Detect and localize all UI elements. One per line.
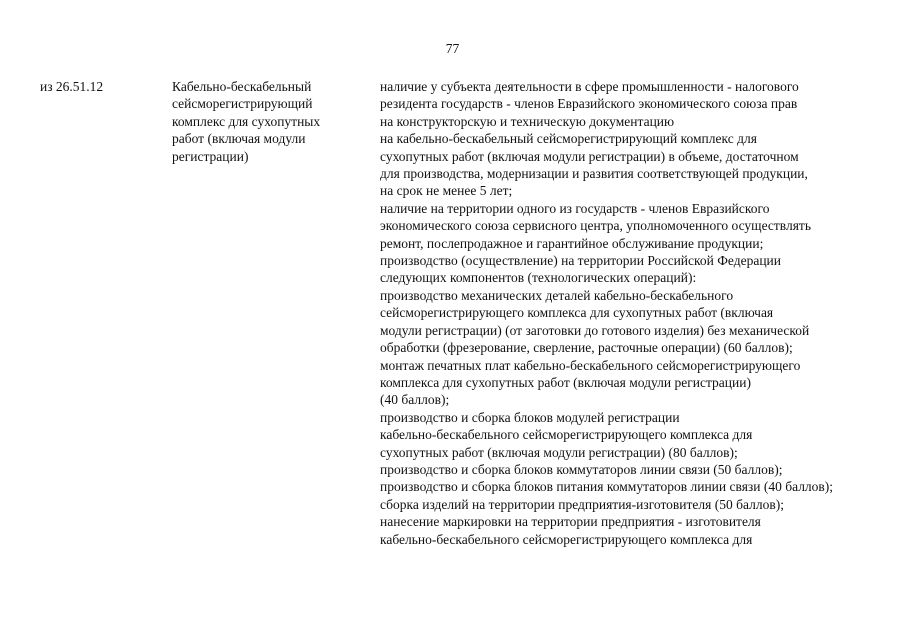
product-name-line: сейсморегистрирующий bbox=[172, 96, 313, 112]
requirement-line: кабельно-бескабельного сейсморегистрирующего комплекса для bbox=[380, 531, 753, 547]
requirements-text bbox=[380, 78, 880, 548]
requirement-line: модули регистрации) (от заготовки до готового изделия) без механической bbox=[380, 322, 810, 338]
requirement-line: сейсморегистрирующего комплекса для сухопутных работ (включая bbox=[380, 305, 774, 321]
requirement-line: производство и сборка блоков модулей регистрации bbox=[380, 409, 680, 425]
product-name-line: регистрации) bbox=[172, 148, 249, 164]
product-name-line: Кабельно-бескабельный bbox=[172, 79, 312, 94]
requirement-line: на срок не менее 5 лет; bbox=[380, 183, 513, 199]
requirement-line: кабельно-бескабельного сейсморегистрирующего комплекса для bbox=[380, 427, 753, 443]
requirement-line: производство и сборка блоков питания коммутаторов линии связи (40 баллов); bbox=[380, 479, 834, 495]
requirement-line: сухопутных работ (включая модули регистрации) в объеме, достаточном bbox=[380, 148, 799, 164]
requirement-line: (40 баллов); bbox=[380, 392, 450, 408]
requirement-line: для производства, модернизации и развития соответствующей продукции, bbox=[380, 166, 808, 182]
product-name-line: работ (включая модули bbox=[172, 131, 306, 147]
page-number: 77 bbox=[445, 41, 460, 56]
requirement-line: резидента государств - членов Евразийского экономического союза прав bbox=[380, 96, 798, 112]
requirement-line: сборка изделий на территории предприятия-изготовителя (50 баллов); bbox=[380, 496, 784, 512]
requirement-line: наличие на территории одного из государств - членов Евразийского bbox=[380, 200, 770, 216]
requirement-line: следующих компонентов (технологических операций): bbox=[380, 270, 697, 286]
requirement-line: производство механических деталей кабельно-бескабельного bbox=[380, 287, 734, 303]
requirement-line: на конструкторскую и техническую документацию bbox=[380, 113, 675, 129]
product-code: из 26.51.12 bbox=[40, 79, 104, 94]
requirement-line: нанесение маркировки на территории предприятия - изготовителя bbox=[380, 514, 761, 530]
requirement-line: монтаж печатных плат кабельно-бескабельного сейсморегистрирующего bbox=[380, 357, 801, 373]
requirement-line: производство (осуществление) на территории Российской Федерации bbox=[380, 253, 782, 269]
product-name bbox=[172, 78, 362, 165]
requirement-line: экономического союза сервисного центра, уполномоченного осуществлять bbox=[380, 218, 811, 234]
requirement-line: производство и сборка блоков коммутаторов линии связи (50 баллов); bbox=[380, 461, 783, 477]
requirement-line: наличие у субъекта деятельности в сфере промышленности - налогового bbox=[380, 79, 799, 94]
requirement-line: обработки (фрезерование, сверление, расточные операции) (60 баллов); bbox=[380, 340, 793, 356]
product-name-line: комплекс для сухопутных bbox=[172, 113, 321, 129]
requirement-line: на кабельно-бескабельный сейсморегистрирующий комплекс для bbox=[380, 131, 757, 147]
requirement-line: комплекса для сухопутных работ (включая модули регистрации) bbox=[380, 374, 751, 390]
requirement-line: сухопутных работ (включая модули регистрации) (80 баллов); bbox=[380, 444, 738, 460]
requirement-line: ремонт, послепродажное и гарантийное обслуживание продукции; bbox=[380, 235, 764, 251]
